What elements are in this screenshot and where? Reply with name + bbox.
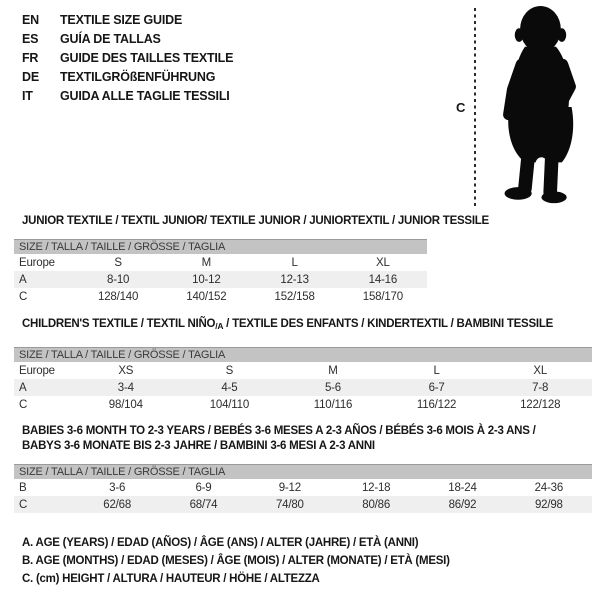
table-cell: 98/104 (108, 398, 143, 411)
children-title-sub: /A (215, 321, 224, 331)
size-column: M (201, 256, 212, 269)
table-cell: 152/158 (274, 290, 315, 303)
size-column: L (433, 364, 440, 377)
table-cell: 24-36 (534, 481, 564, 494)
row-label: C (19, 398, 28, 411)
table-cell: 5-6 (324, 381, 341, 394)
table-cell: 18-24 (448, 481, 477, 494)
height-cm-row (14, 288, 427, 305)
size-columns-row (14, 362, 592, 379)
table-cell: 6-9 (195, 481, 212, 494)
size-columns-row (14, 254, 427, 271)
table-cell: 12-13 (280, 273, 309, 286)
table-cell: 6-7 (428, 381, 445, 394)
table-cell: 128/140 (98, 290, 139, 303)
language-title: GUIDE DES TAILLES TEXTILE (60, 50, 234, 65)
table-cell: 74/80 (275, 498, 304, 511)
size-column: S (225, 364, 234, 377)
row-label: C (19, 290, 28, 303)
language-code: FR (22, 50, 39, 65)
language-title: TEXTILE SIZE GUIDE (60, 12, 183, 27)
row-label: A (19, 273, 27, 286)
height-measure-label: C (456, 100, 466, 115)
note-age-years: A. AGE (YEARS) / EDAD (AÑOS) / ÂGE (ANS) / ALTER (JAHRE) / ETÀ (ANNI) (22, 537, 419, 549)
table-cell: 10-12 (192, 273, 221, 286)
language-title: TEXTILGRÖßENFÜHRUNG (60, 69, 216, 84)
region-label: Europe (19, 364, 55, 377)
language-row-de (22, 67, 233, 86)
table-cell: 68/74 (189, 498, 218, 511)
table-cell: 62/68 (103, 498, 132, 511)
table-cell: 110/116 (313, 398, 353, 411)
row-label: A (19, 381, 27, 394)
height-cm-row (14, 396, 592, 413)
table-cell: 4-5 (221, 381, 238, 394)
babies-title-line1: BABIES 3-6 MONTH TO 2-3 YEARS / BEBÉS 3-6 MESES A 2-3 AÑOS / BÉBÉS 3-6 MOIS À 2-3 ANS / (22, 425, 536, 437)
language-title: GUIDA ALLE TAGLIE TESSILI (60, 88, 230, 103)
language-title: GUÍA DE TALLAS (60, 31, 161, 46)
table-cell: 86/92 (448, 498, 477, 511)
table-cell: 3-4 (117, 381, 134, 394)
size-column: L (291, 256, 298, 269)
table-cell: 3-6 (109, 481, 126, 494)
table-cell: 7-8 (532, 381, 549, 394)
table-cell: 9-12 (278, 481, 301, 494)
table-cell: 92/98 (534, 498, 563, 511)
note-age-months: B. AGE (MONTHS) / EDAD (MESES) / ÂGE (MOIS) / ALTER (MONATE) / ETÀ (MESI) (22, 555, 450, 567)
table-cell: 12-18 (361, 481, 391, 494)
note-height-cm: C. (cm) HEIGHT / ALTURA / HAUTEUR / HÖHE / ALTEZZA (22, 573, 320, 585)
size-header-bar: SIZE / TALLA / TAILLE / GRÖSSE / TAGLIA (14, 464, 592, 479)
region-label: Europe (19, 256, 55, 269)
size-header-bar: SIZE / TALLA / TAILLE / GRÖSSE / TAGLIA (14, 239, 427, 254)
size-column: XS (118, 364, 134, 377)
height-measure-dashed-line (474, 8, 476, 206)
language-row-fr (22, 48, 233, 67)
size-column: XL (376, 256, 390, 269)
size-column: M (328, 364, 338, 377)
row-label: B (19, 481, 27, 494)
children-title-pre: CHILDREN'S TEXTILE / TEXTIL NIÑO (22, 318, 216, 330)
language-code: EN (22, 12, 39, 27)
table-cell: 122/128 (520, 398, 561, 411)
children-title-post: / TEXTILE DES ENFANTS / KINDERTEXTIL / BAMBINI TESSILE (223, 318, 554, 330)
table-cell: 14-16 (368, 273, 398, 286)
language-row-es (22, 29, 233, 48)
babies-title-line2: BABYS 3-6 MONATE BIS 2-3 JAHRE / BAMBINI 3-6 MESI A 2-3 ANNI (22, 440, 375, 452)
junior-size-table (14, 239, 427, 305)
legend-notes (22, 534, 450, 588)
language-code: ES (22, 31, 39, 46)
babies-size-table (14, 464, 592, 513)
table-cell: 158/170 (362, 290, 403, 303)
height-cm-row (14, 496, 592, 513)
table-cell: 140/152 (186, 290, 227, 303)
table-cell: 80/86 (362, 498, 391, 511)
language-list (22, 10, 233, 105)
table-cell: 8-10 (107, 273, 130, 286)
children-section-title (22, 318, 553, 331)
baby-silhouette-icon (486, 4, 593, 208)
language-row-it (22, 86, 233, 105)
language-code: IT (22, 88, 33, 103)
table-cell: 116/122 (416, 398, 457, 411)
age-years-row (14, 271, 427, 288)
row-label: C (19, 498, 28, 511)
language-row-en (22, 10, 233, 29)
size-column: XL (533, 364, 548, 377)
table-cell: 104/110 (209, 398, 250, 411)
babies-section-title (22, 424, 587, 454)
junior-section-title: JUNIOR TEXTILE / TEXTIL JUNIOR/ TEXTILE JUNIOR / JUNIORTEXTIL / JUNIOR TESSILE (22, 215, 489, 227)
language-code: DE (22, 69, 39, 84)
age-years-row (14, 379, 592, 396)
size-header-bar: SIZE / TALLA / TAILLE / GRÖSSE / TAGLIA (14, 347, 592, 362)
children-size-table (14, 347, 592, 413)
age-months-row (14, 479, 592, 496)
size-column: S (114, 256, 122, 269)
